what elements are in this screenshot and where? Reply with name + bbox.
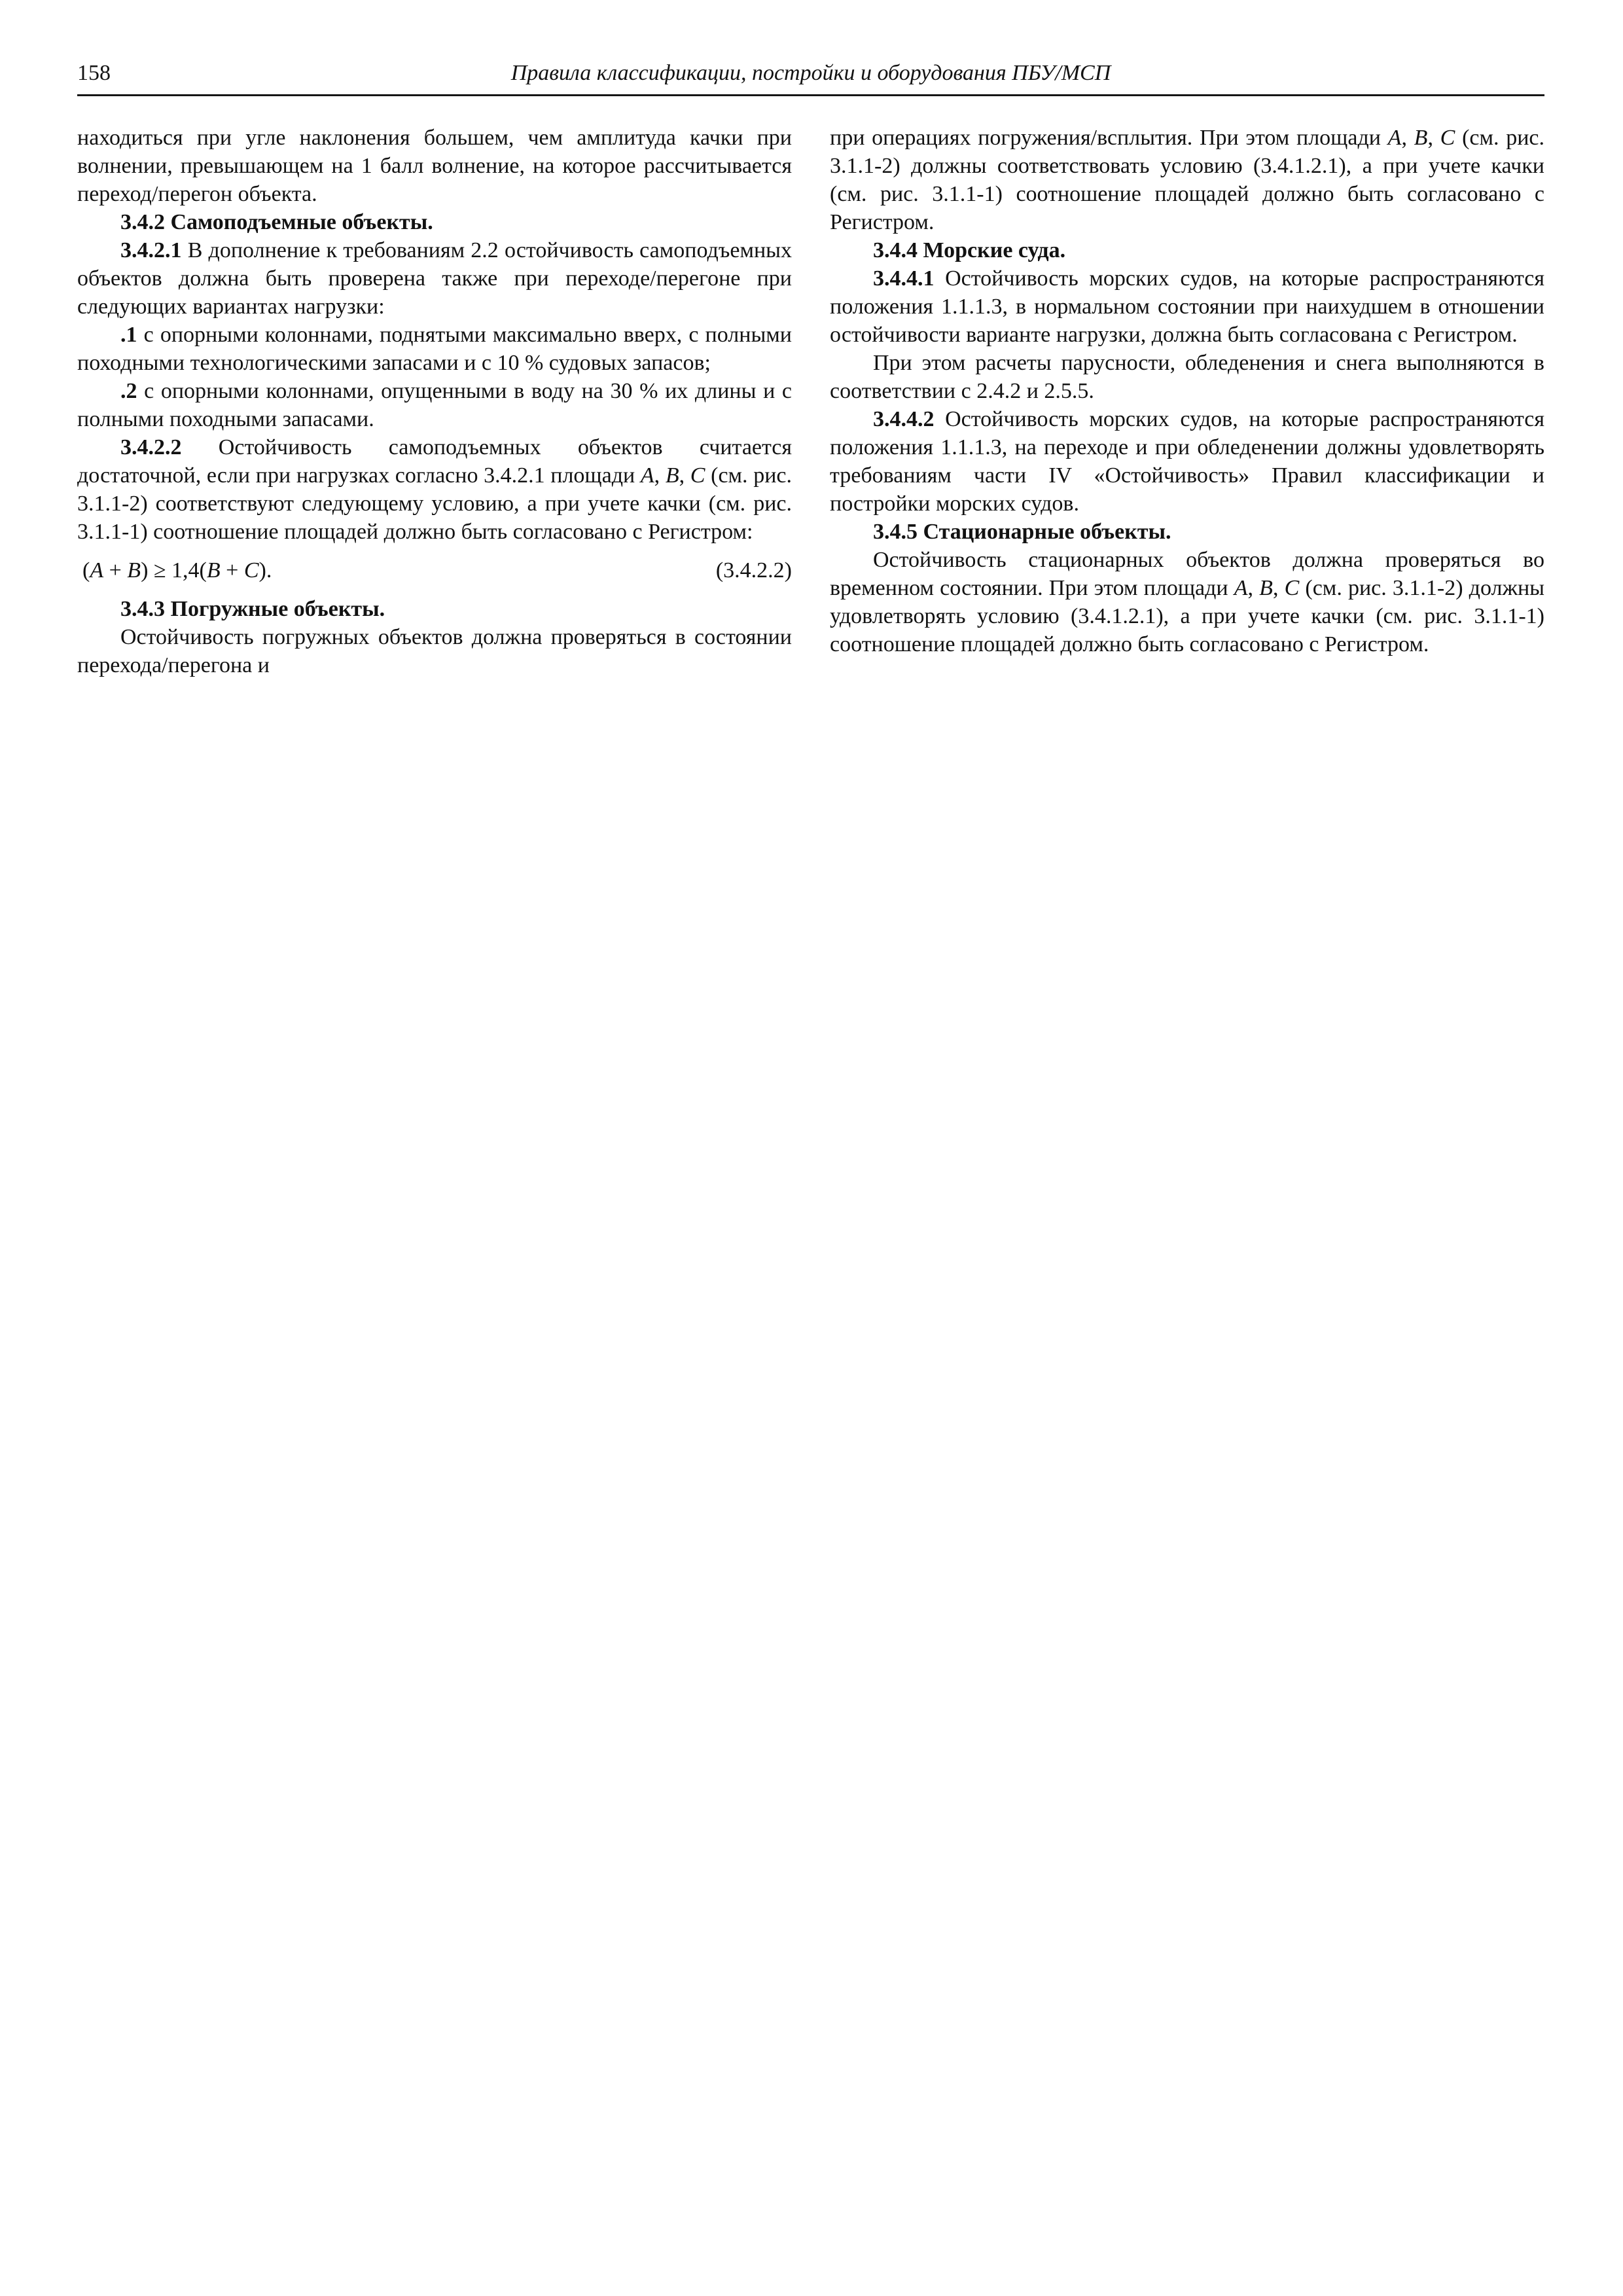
paragraph (830, 405, 1544, 518)
paragraph (77, 208, 792, 236)
paragraph (830, 124, 1544, 236)
text-run: B (1414, 126, 1428, 150)
text-run: 3.4.4.2 (873, 407, 946, 431)
paragraph (830, 264, 1544, 349)
text-run: Остойчивость морских судов, на которые распространяются положения 1.1.1.3, на переходе и при обледенении должны удовлетворять требованиям части IV «Остойчивость» Правил классификации и постройки морских судов. (830, 407, 1544, 516)
paragraph (77, 124, 792, 208)
running-head-title: Правила классификации, постройки и оборудования ПБУ/МСП (510, 61, 1111, 85)
paragraph (830, 236, 1544, 264)
text-run: C (690, 463, 705, 488)
text-run: , (1401, 126, 1414, 150)
text-run: + (220, 558, 244, 583)
left-column (77, 124, 792, 679)
right-column (830, 124, 1544, 679)
text-run: с опорными колоннами, опущенными в воду на 30 % их длины и с полными походными запасами. (77, 379, 792, 431)
text-run: (см. рис. 3.1.1-2) должны соответствовать условию (3.4.1.2.1), а при учете качки (см. рис. 3.1.1-1) соотношение площадей должно быть согласовано с Регистром. (830, 126, 1544, 234)
text-run: .2 (120, 379, 145, 403)
text-run: (см. рис. 3.1.1-2) соответствуют следующему условию, а при учете качки (см. рис. 3.1.1-1) соотношение площадей должно быть согласовано с Регистром: (77, 463, 793, 544)
text-run: В дополнение к требованиям 2.2 остойчивость самоподъемных объектов должна быть проверена также при переходе/перегоне при следующих вариантах нагрузки: (77, 238, 792, 319)
paragraph (77, 236, 792, 321)
text-run: ). (259, 558, 272, 583)
text-run: A (1387, 126, 1402, 150)
paragraph (830, 546, 1544, 658)
text-run: B (127, 558, 141, 583)
text-run: B (206, 558, 221, 583)
paragraph (77, 595, 792, 623)
text-run: 3.4.2 Самоподъемные объекты. (120, 210, 433, 234)
text-run: , (654, 463, 666, 488)
text-run: B (1259, 576, 1273, 600)
paragraph (77, 321, 792, 377)
text-run: B (665, 463, 679, 488)
text-run: ) ≥ 1,4( (141, 558, 207, 583)
formula-line (77, 546, 792, 595)
text-run: + (103, 558, 128, 583)
paragraph (77, 623, 792, 679)
text-run: с опорными колоннами, поднятыми максимально вверх, с полными походными технологическими запасами и с 10 % судовых запасов; (77, 323, 792, 375)
text-run: находиться при угле наклонения большем, чем амплитуда качки при волнении, превышающем на 1 балл волнение, на которое рассчитывается переход/перегон объекта. (77, 126, 792, 206)
text-run: C (243, 558, 259, 583)
text-run: A (640, 463, 654, 488)
page-content (77, 59, 1544, 679)
text-run: 3.4.3 Погружные объекты. (120, 597, 385, 621)
text-run: Остойчивость погружных объектов должна проверяться в состоянии перехода/перегона и (77, 625, 792, 677)
text-run: , (1247, 576, 1260, 600)
paragraph (830, 518, 1544, 546)
text-run: Остойчивость морских судов, на которые распространяются положения 1.1.1.3, в нормальном состоянии при наихудшем в отношении остойчивости варианте нагрузки, должна быть согласована с Регистром. (830, 266, 1544, 347)
text-run: (см. рис. 3.1.1-2) должны удовлетворять условию (3.4.1.2.1), а при учете качки (см. рис. 3.1.1-1) соотношение площадей должно быть согласовано с Регистром. (830, 576, 1545, 656)
text-run: .1 (120, 323, 144, 347)
paragraph (77, 377, 792, 433)
text-run: C (1284, 576, 1300, 600)
text-run: A (1234, 576, 1248, 600)
text-run: , (1272, 576, 1285, 600)
text-run: 3.4.2.2 (120, 435, 219, 459)
paragraph (77, 433, 792, 546)
text-run: 3.4.4 Морские суда. (873, 238, 1066, 262)
formula-number: (3.4.2.2) (715, 558, 792, 583)
text-run: Остойчивость самоподъемных объектов считается достаточной, если при нагрузках согласно 3.4.2.1 площади (77, 435, 793, 488)
text-run: A (90, 558, 104, 583)
page-number: 158 (77, 61, 111, 85)
text-run: 3.4.2.1 (120, 238, 188, 262)
text-run: , (1427, 126, 1440, 150)
text-run: При этом расчеты парусности, обледенения и снега выполняются в соответствии с 2.4.2 и 2.5.5. (830, 351, 1544, 403)
text-run: , (679, 463, 690, 488)
two-column-layout (77, 124, 1544, 679)
text-run: ( (82, 558, 90, 583)
text-run: при операциях погружения/всплытия. При этом площади (830, 126, 1388, 150)
text-run: 3.4.4.1 (873, 266, 946, 291)
page-header (77, 59, 1544, 96)
paragraph (830, 349, 1544, 405)
formula-expression (77, 556, 272, 584)
text-run: C (1440, 126, 1455, 150)
text-run: Остойчивость стационарных объектов должна проверяться во временном состоянии. При этом площади (830, 548, 1544, 600)
text-run: 3.4.5 Стационарные объекты. (873, 520, 1171, 544)
